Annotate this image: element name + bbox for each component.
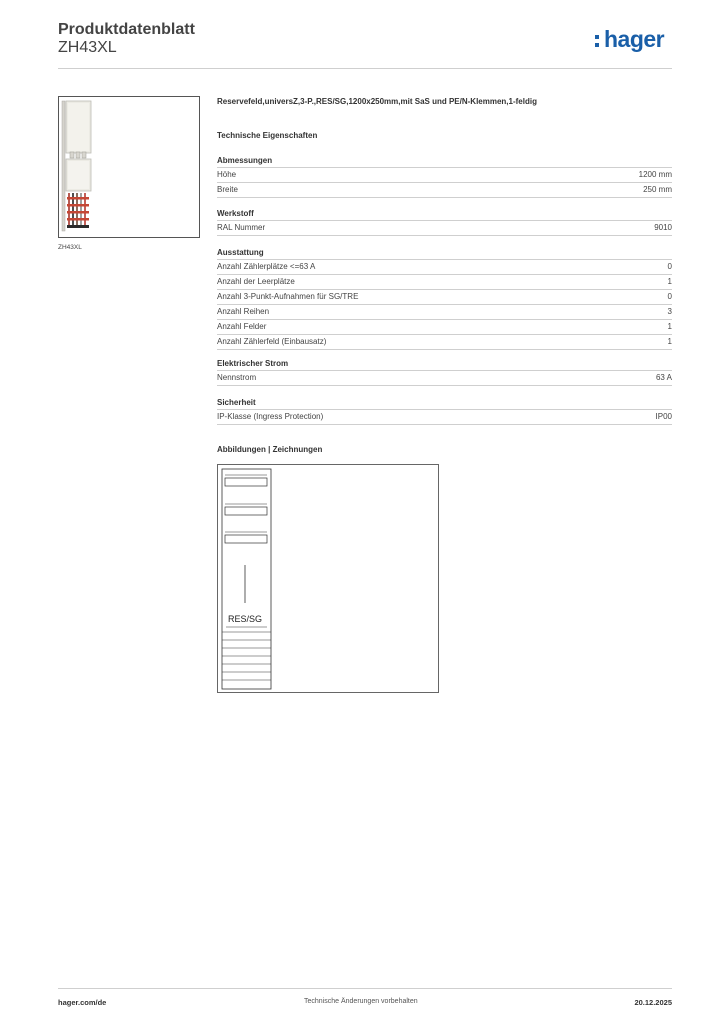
spec-label: Nennstrom <box>217 373 257 382</box>
product-description: Reservefeld,universZ,3-P.,RES/SG,1200x250mm,mit SaS und PE/N-Klemmen,1-feldig <box>217 97 537 106</box>
footer-divider <box>58 988 672 989</box>
logo-dot-top <box>595 35 599 39</box>
spec-label: Anzahl Zählerfeld (Einbausatz) <box>217 337 327 346</box>
spec-label: Anzahl Reihen <box>217 307 270 316</box>
page-title: Produktdatenblatt <box>58 21 195 38</box>
group-abmessungen <box>217 154 672 198</box>
spec-row <box>217 305 672 320</box>
spec-row <box>217 260 672 275</box>
spec-row <box>217 275 672 290</box>
spec-value: IP00 <box>655 412 672 421</box>
logo-dot-bottom <box>595 43 599 47</box>
spec-value: 3 <box>667 307 672 316</box>
spec-label: Breite <box>217 185 238 194</box>
spec-value: 1 <box>667 277 672 286</box>
spec-value: 0 <box>667 292 672 301</box>
product-image <box>58 96 200 238</box>
spec-value: 250 mm <box>643 185 672 194</box>
group-title: Abmessungen <box>217 154 672 168</box>
spec-value: 63 A <box>655 373 672 382</box>
tech-properties-heading: Technische Eigenschaften <box>217 131 318 140</box>
spec-label: Höhe <box>217 170 237 179</box>
spec-row <box>217 371 672 386</box>
spec-label: Anzahl Zählerplätze <=63 A <box>217 262 316 271</box>
footer-website-link[interactable]: hager.com/de <box>58 998 107 1007</box>
group-elektrischer-strom <box>217 357 672 386</box>
group-title: Sicherheit <box>217 396 672 410</box>
spec-label: IP-Klasse (Ingress Protection) <box>217 412 324 421</box>
spec-row <box>217 168 672 183</box>
group-werkstoff <box>217 207 672 236</box>
product-code: ZH43XL <box>58 39 117 56</box>
spec-value: 1 <box>667 322 672 331</box>
group-sicherheit <box>217 396 672 425</box>
footer-notice: Technische Änderungen vorbehalten <box>304 998 418 1005</box>
spec-value: 1200 mm <box>638 170 672 179</box>
group-ausstattung <box>217 246 672 350</box>
spec-value: 0 <box>667 262 672 271</box>
hager-logo <box>594 26 674 55</box>
technical-drawing <box>217 464 439 693</box>
spec-row <box>217 290 672 305</box>
footer-date: 20.12.2025 <box>634 998 672 1007</box>
drawing-label: RES/SG <box>228 614 263 624</box>
drawings-heading: Abbildungen | Zeichnungen <box>217 445 323 454</box>
spec-row <box>217 410 672 425</box>
header-divider <box>58 68 672 69</box>
group-title: Elektrischer Strom <box>217 357 672 371</box>
spec-row <box>217 183 672 198</box>
spec-row <box>217 221 672 236</box>
product-photo-illustration <box>59 97 199 237</box>
product-image-caption: ZH43XL <box>58 244 82 251</box>
spec-label: Anzahl der Leerplätze <box>217 277 295 286</box>
spec-label: Anzahl 3-Punkt-Aufnahmen für SG/TRE <box>217 292 359 301</box>
logo-text: hager <box>604 26 665 52</box>
group-title: Ausstattung <box>217 246 672 260</box>
spec-row <box>217 320 672 335</box>
spec-value: 1 <box>667 337 672 346</box>
spec-label: RAL Nummer <box>217 223 266 232</box>
spec-label: Anzahl Felder <box>217 322 267 331</box>
drawing-illustration <box>218 465 438 692</box>
spec-value: 9010 <box>654 223 672 232</box>
spec-row <box>217 335 672 350</box>
group-title: Werkstoff <box>217 207 672 221</box>
